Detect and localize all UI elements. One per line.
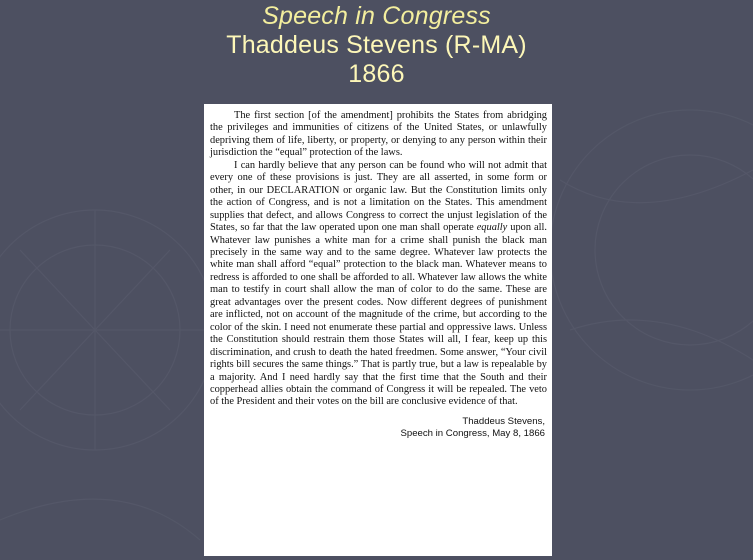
signature-source: Speech in Congress, May 8, 1866 bbox=[400, 427, 545, 439]
speech-paragraph-2-part-2: upon all. Whatever law punishes a white man for a crime shall punish the black man precisely in the same way and to the same degree. Whatever law protects the white man shall afford “equal” protection to the black man. Whatever means to redress is afforded to one shall be afforded to all. Whatever law allows the white man to testify in court shall allow the man of color to do the same. These are great advantages over the present codes. Now different degrees of punishment are inflicted, not on account of the magnitude of the crime, but according to the color of the skin. I need not enumerate these partial and oppressive laws. Unless the Constitution should restrain them those States will all, I fear, keep up this discrimination, and crush to death the hated freedmen. Some answer, “Your civil rights bill secures the same things.” That is partly true, but a law is repealable by a majority. And I need hardly say that the first time that the South and their copperhead allies obtain the command of Congress it will be repealed. The veto of the President and their votes on the bill are conclusive evidence of that. bbox=[210, 222, 547, 408]
signature-name: Thaddeus Stevens, bbox=[462, 415, 545, 427]
signature-block bbox=[210, 416, 547, 440]
slide-title: Speech in Congress bbox=[262, 2, 491, 30]
speech-excerpt-document bbox=[204, 104, 552, 556]
speech-paragraph-2 bbox=[210, 160, 547, 409]
speech-paragraph-2-part-1: I can hardly believe that any person can be found who will not admit that every one of these provisions is just. They are all asserted, in some form or other, in our DECLARATION or organic law. But the Constitution limits only the action of Congress, and is not a limitation on the States. This amendment supplies that defect, and allows Congress to correct the unjust legislation of the States, so far that the law operated upon one man shall operate bbox=[210, 159, 547, 234]
slide-title-block bbox=[0, 0, 753, 89]
slide-year: 1866 bbox=[348, 60, 405, 88]
slide-subtitle: Thaddeus Stevens (R-MA) bbox=[226, 31, 527, 59]
speech-paragraph-1: The first section [of the amendment] prohibits the States from abridging the privileges and immunities of citizens of the United States, or unlawfully depriving them of life, liberty, or property, or denying to any person within their jurisdiction the “equal” protection of the laws. bbox=[210, 110, 547, 159]
speech-emphasis-equally: equally bbox=[476, 222, 508, 234]
